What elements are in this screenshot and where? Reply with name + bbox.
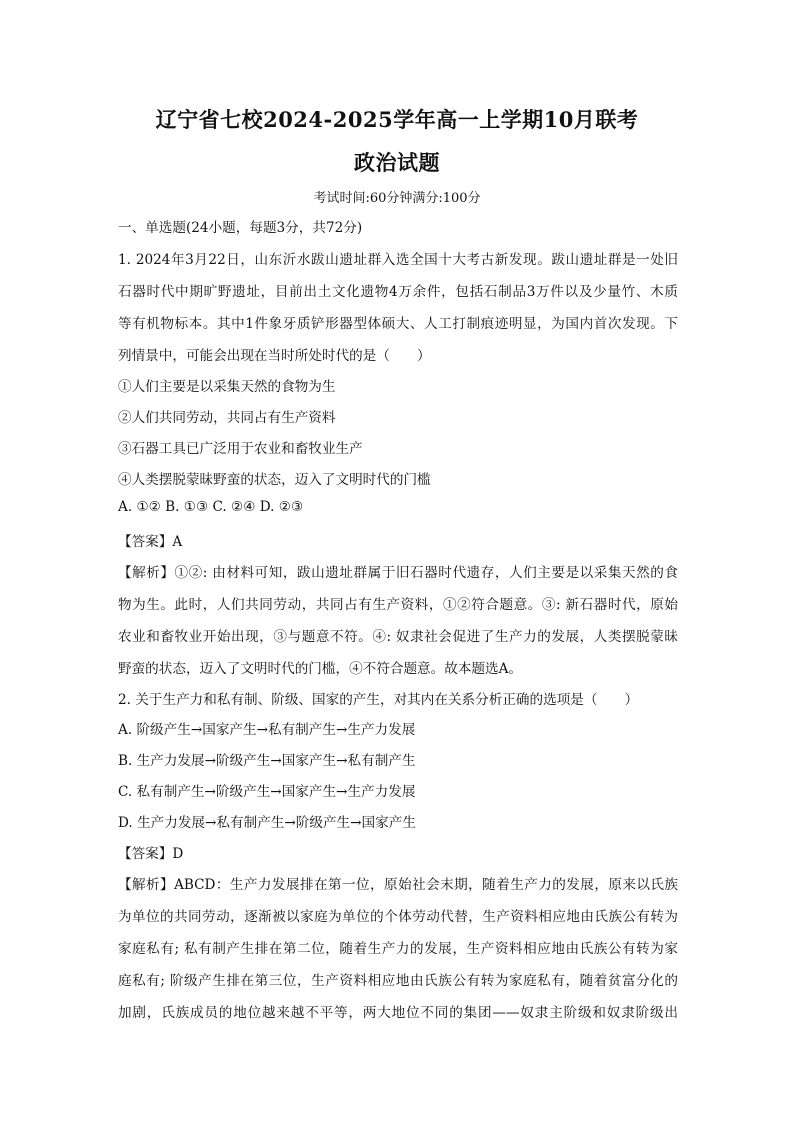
analysis-line: 农业和畜牧业开始出现，③与题意不符。④: 奴隶社会促进了生产力的发展，人类摆脱蒙昧 xyxy=(118,629,678,645)
statement-item: ③石器工具已广泛用于农业和畜牧业生产 xyxy=(118,441,363,457)
analysis-line: 家庭私有; 私有制产生排在第二位，随着生产力的发展，生产资料相应地由氏族公有转为家 xyxy=(118,941,678,957)
option-item: D. 生产力发展→私有制产生→阶级产生→国家产生 xyxy=(118,815,416,831)
analysis-line: 庭私有; 阶级产生排在第三位，生产资料相应地由氏族公有转为家庭私有，随着贫富分化的 xyxy=(118,973,678,989)
option-item: A. 阶级产生→国家产生→私有制产生→生产力发展 xyxy=(118,722,416,738)
exam-info: 考试时间:60分钟满分:100分 xyxy=(313,191,481,206)
option-item: B. 生产力发展→阶级产生→国家产生→私有制产生 xyxy=(118,753,416,769)
question-stem-line: 1. 2024年3月22日，山东沂水跋山遗址群入选全国十大考古新发现。跋山遗址群是一处旧 xyxy=(118,252,678,268)
document-title: 辽宁省七校2024-2025学年高一上学期10月联考 xyxy=(155,107,639,132)
answer-options: A. ①② B. ①③ C. ②④ D. ②③ xyxy=(118,499,304,515)
section-heading: 一、单选题(24小题，每题3分，共72分) xyxy=(118,220,363,236)
document-subtitle: 政治试题 xyxy=(354,150,440,175)
question-stem-line: 列情景中，可能会出现在当时所处时代的是（ ） xyxy=(118,348,431,364)
question-stem-line: 石器时代中期旷野遗址，目前出土文化遗物4万余件，包括石制品3万件以及少量竹、木质 xyxy=(118,284,678,300)
analysis-line: 【解析】①②: 由材料可知，跋山遗址群属于旧石器时代遗存，人们主要是以采集天然的食 xyxy=(118,565,678,581)
answer-label: 【答案】D xyxy=(118,846,184,862)
statement-item: ①人们主要是以采集天然的食物为生 xyxy=(118,379,336,395)
statement-item: ④人类摆脱蒙昧野蛮的状态，迈入了文明时代的门槛 xyxy=(118,472,431,488)
statement-item: ②人们共同劳动，共同占有生产资料 xyxy=(118,410,336,426)
question-stem: 2. 关于生产力和私有制、阶级、国家的产生，对其内在关系分析正确的选项是（ ） xyxy=(118,692,639,708)
analysis-line: 物为生。此时，人们共同劳动，共同占有生产资料，①②符合题意。③: 新石器时代，原始 xyxy=(118,597,678,613)
analysis-line: 【解析】ABCD：生产力发展排在第一位，原始社会末期，随着生产力的发展，原来以氏族 xyxy=(118,877,678,893)
analysis-line: 加剧，氏族成员的地位越来越不平等，两大地位不同的集团——奴隶主阶级和奴隶阶级出 xyxy=(118,1005,678,1021)
analysis-line: 野蛮的状态，迈入了文明时代的门槛，④不符合题意。故本题选A。 xyxy=(118,661,523,677)
question-stem-line: 等有机物标本。其中1件象牙质铲形器型体硕大、人工打制痕迹明显，为国内首次发现。下 xyxy=(118,316,678,332)
option-item: C. 私有制产生→阶级产生→国家产生→生产力发展 xyxy=(118,784,416,800)
answer-label: 【答案】A xyxy=(118,534,183,550)
analysis-line: 为单位的共同劳动，逐渐被以家庭为单位的个体劳动代替，生产资料相应地由氏族公有转为 xyxy=(118,909,678,925)
